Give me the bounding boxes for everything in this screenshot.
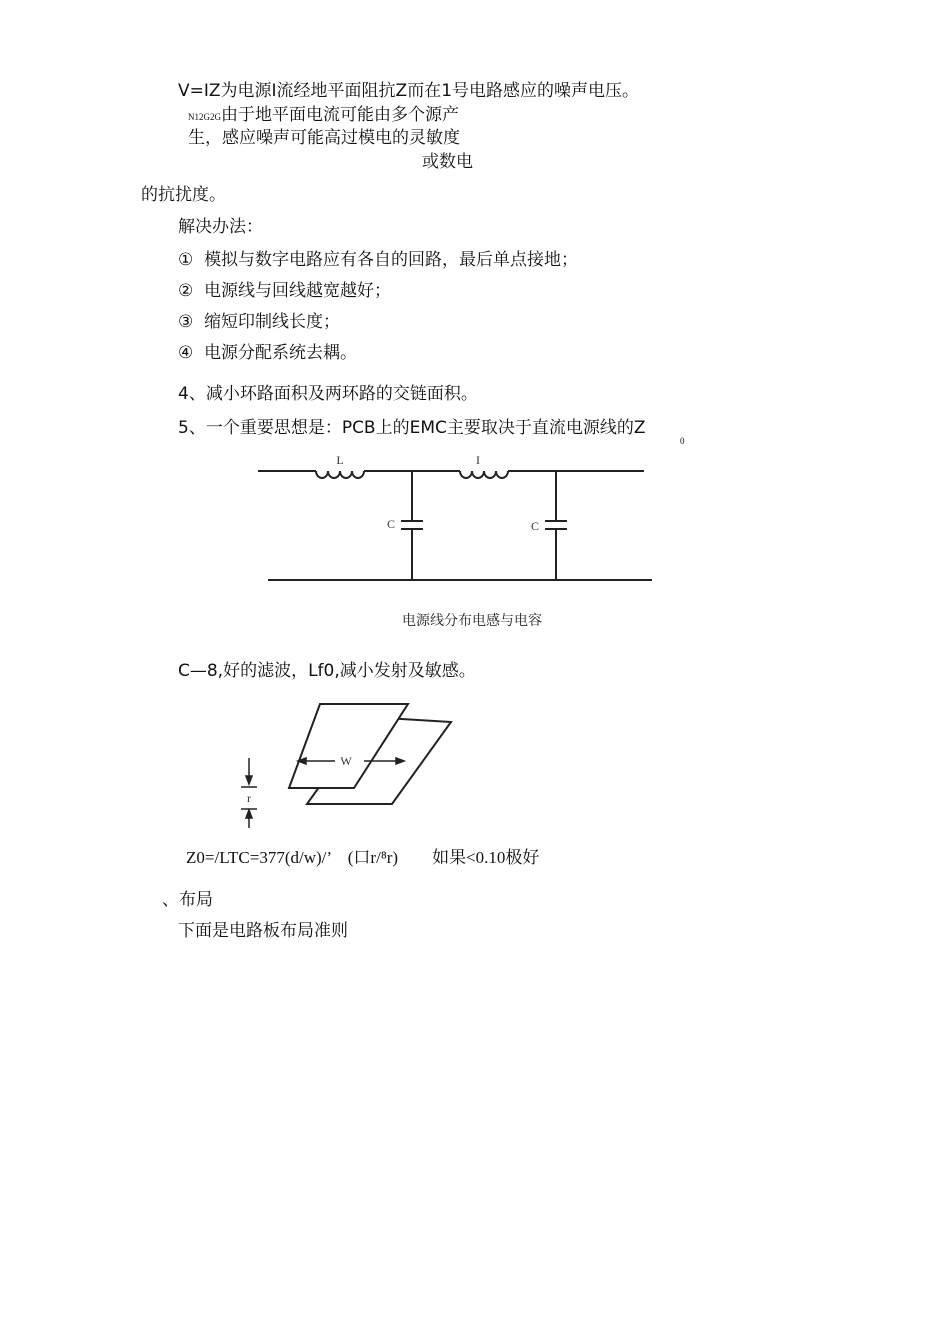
solution-item (178, 280, 391, 302)
para-line-2-prefix: N12G2G (188, 112, 221, 122)
capacitor-2-label: C (530, 519, 540, 533)
thickness-label: r (247, 791, 251, 805)
lc-circuit-figure (250, 448, 700, 629)
point-4: 4、减小环路面积及两环路的交链面积。 (178, 384, 478, 404)
para-line-3: 生，感应噪声可能高过模电的灵敏度 (188, 128, 460, 148)
width-label: W (340, 754, 352, 768)
conclusion-line: C—8,好的滤波，Lf0,减小发射及敏感。 (178, 661, 476, 681)
parallel-plane-figure (232, 698, 462, 834)
solution-item (178, 249, 578, 271)
solution-text: 缩短印制线长度； (204, 312, 341, 332)
solution-text: 模拟与数字电路应有各自的回路，最后单点接地； (204, 250, 579, 270)
solution-text: 电源分配系统去耦。 (204, 343, 358, 363)
solutions-heading: 解决办法： (178, 217, 263, 237)
solution-item (178, 342, 357, 364)
layout-heading: 、布局 (162, 890, 213, 910)
solution-item (178, 311, 340, 333)
capacitor-1-label: C (386, 517, 396, 531)
solution-num: ② (178, 281, 194, 301)
para-line-4: 或数电 (422, 152, 473, 172)
point-5: 5、一个重要思想是：PCB上的EMC主要取决于直流电源线的Z (178, 418, 646, 438)
para-line-2-text: 由于地平面电流可能由多个源产 (221, 105, 459, 125)
inductor-1-label: L (336, 453, 344, 467)
solution-num: ① (178, 250, 194, 270)
arrow-head (246, 776, 252, 784)
solution-num: ③ (178, 312, 194, 332)
layout-text: 下面是电路板布局准则 (178, 921, 348, 941)
lc-circuit-diagram (250, 448, 700, 629)
para-line-1: V=IZ为电源I流经地平面阻抗Z而在1号电路感应的噪声电压。 (178, 81, 640, 101)
solution-text: 电源线与回线越宽越好； (204, 281, 392, 301)
impedance-formula: Z0=/LTC=377(d/w)/’ (口r/⁸r) 如果<0.10极好 (186, 848, 540, 867)
para-line-2 (188, 104, 459, 126)
lc-circuit-caption: 电源线分布电感与电容 (402, 613, 542, 629)
solution-num: ④ (178, 343, 194, 363)
inductor-1-symbol (316, 471, 364, 478)
point-5-subscript: 0 (680, 436, 685, 446)
parallel-plane-diagram (232, 698, 462, 834)
inductor-2-symbol (460, 471, 508, 478)
para-line-5: 的抗扰度。 (141, 185, 226, 205)
inductor-2-label: I (476, 453, 480, 467)
